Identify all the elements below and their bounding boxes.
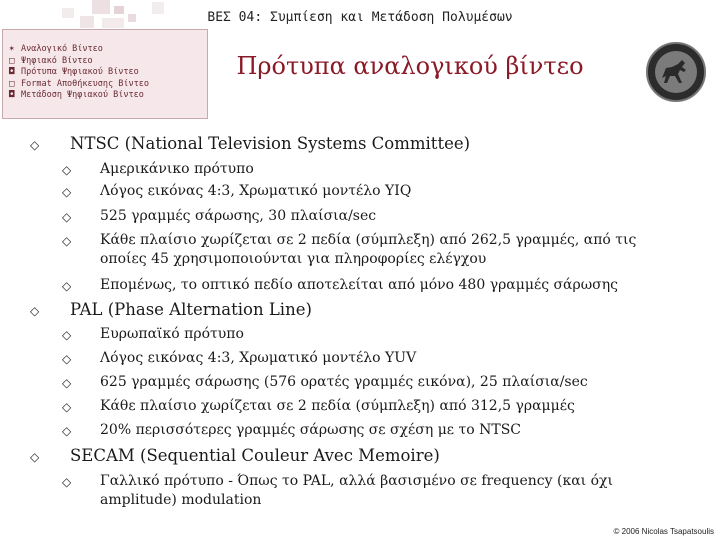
coin-horse-icon [646, 42, 706, 102]
nav-item-label: Πρότυπα Ψηφιακού Βίντεο [21, 67, 139, 77]
list-item-text: Λόγος εικόνας 4:3, Χρωματικό μοντέλο YUV [100, 350, 417, 366]
header-title: ΒΕΣ 04: Συμπίεση και Μετάδοση Πολυμέσων [207, 10, 513, 25]
slide-title: Πρότυπα αναλογικού βίντεο [236, 52, 584, 80]
nav-item[interactable] [9, 90, 207, 102]
nav-item[interactable] [9, 67, 207, 79]
nav-item-label: Μετάδοση Ψηφιακού Βίντεο [21, 90, 144, 100]
nav-item-label: Αναλογικό Βίντεο [21, 44, 103, 54]
list-item-text: οποίες 45 χρησιμοποιούνται για πληροφορίες ελέγχου [100, 251, 487, 267]
list-item-text: Κάθε πλαίσιο χωρίζεται σε 2 πεδία (σύμπλεξη) από 262,5 γραμμές, από τις [100, 232, 637, 248]
section-heading: PAL (Phase Alternation Line) [70, 300, 312, 319]
nav-item[interactable] [9, 44, 207, 56]
nav-item-label: Ψηφιακό Βίντεο [21, 55, 93, 66]
list-item-text: Κάθε πλαίσιο χωρίζεται σε 2 πεδία (σύμπλεξη) από 312,5 γραμμές [100, 398, 575, 414]
copyright-footer: © 2006 Nicolas Tsapatsoulis [613, 527, 714, 536]
list-item-text: 20% περισσότερες γραμμές σάρωσης σε σχέση με το NTSC [100, 422, 522, 438]
bullet-diamond-icon: ◇ [62, 424, 72, 438]
nav-marker-icon: □ [9, 78, 15, 89]
bullet-diamond-icon: ◇ [62, 185, 72, 199]
bullet-diamond-icon: ◇ [62, 279, 72, 293]
list-item-text: 525 γραμμές σάρωσης, 30 πλαίσια/sec [100, 208, 377, 224]
nav-marker-icon: □ [9, 55, 15, 66]
bullet-diamond-icon: ◇ [62, 352, 72, 366]
nav-marker-icon: ✶ [9, 44, 15, 54]
nav-marker-icon: ◘ [9, 90, 15, 100]
section-heading: NTSC (National Television Systems Committee) [70, 134, 471, 153]
section-heading: SECAM (Sequential Couleur Avec Memoire) [70, 446, 440, 465]
list-item-text: Γαλλικό πρότυπο - Όπως το PAL, αλλά βασισμένο σε frequency (και όχι [100, 473, 613, 489]
list-item-text: Λόγος εικόνας 4:3, Χρωματικό μοντέλο YIQ [100, 183, 412, 199]
nav-item-label: Format Αποθήκευσης Βίντεο [21, 78, 149, 89]
list-item-text: 625 γραμμές σάρωσης (576 ορατές γραμμές εικόνα), 25 πλαίσια/sec [100, 374, 588, 390]
bullet-diamond-icon: ◇ [30, 138, 40, 152]
nav-item[interactable] [9, 79, 207, 91]
outline-nav [2, 29, 208, 119]
bullet-diamond-icon: ◇ [62, 328, 72, 342]
bullet-diamond-icon: ◇ [62, 475, 72, 489]
bullet-diamond-icon: ◇ [62, 163, 72, 177]
bullet-diamond-icon: ◇ [62, 210, 72, 224]
bullet-diamond-icon: ◇ [30, 450, 40, 464]
list-item-text: Ευρωπαϊκό πρότυπο [100, 326, 244, 342]
list-item-text: amplitude) modulation [100, 492, 262, 508]
nav-item[interactable] [9, 56, 207, 68]
bullet-diamond-icon: ◇ [62, 234, 72, 248]
bullet-diamond-icon: ◇ [62, 376, 72, 390]
bullet-diamond-icon: ◇ [62, 400, 72, 414]
list-item-text: Επομένως, το οπτικό πεδίο αποτελείται από μόνο 480 γραμμές σάρωσης [100, 277, 618, 293]
nav-marker-icon: ◘ [9, 67, 15, 77]
bullet-diamond-icon: ◇ [30, 304, 40, 318]
list-item-text: Αμερικάνικο πρότυπο [100, 161, 254, 177]
